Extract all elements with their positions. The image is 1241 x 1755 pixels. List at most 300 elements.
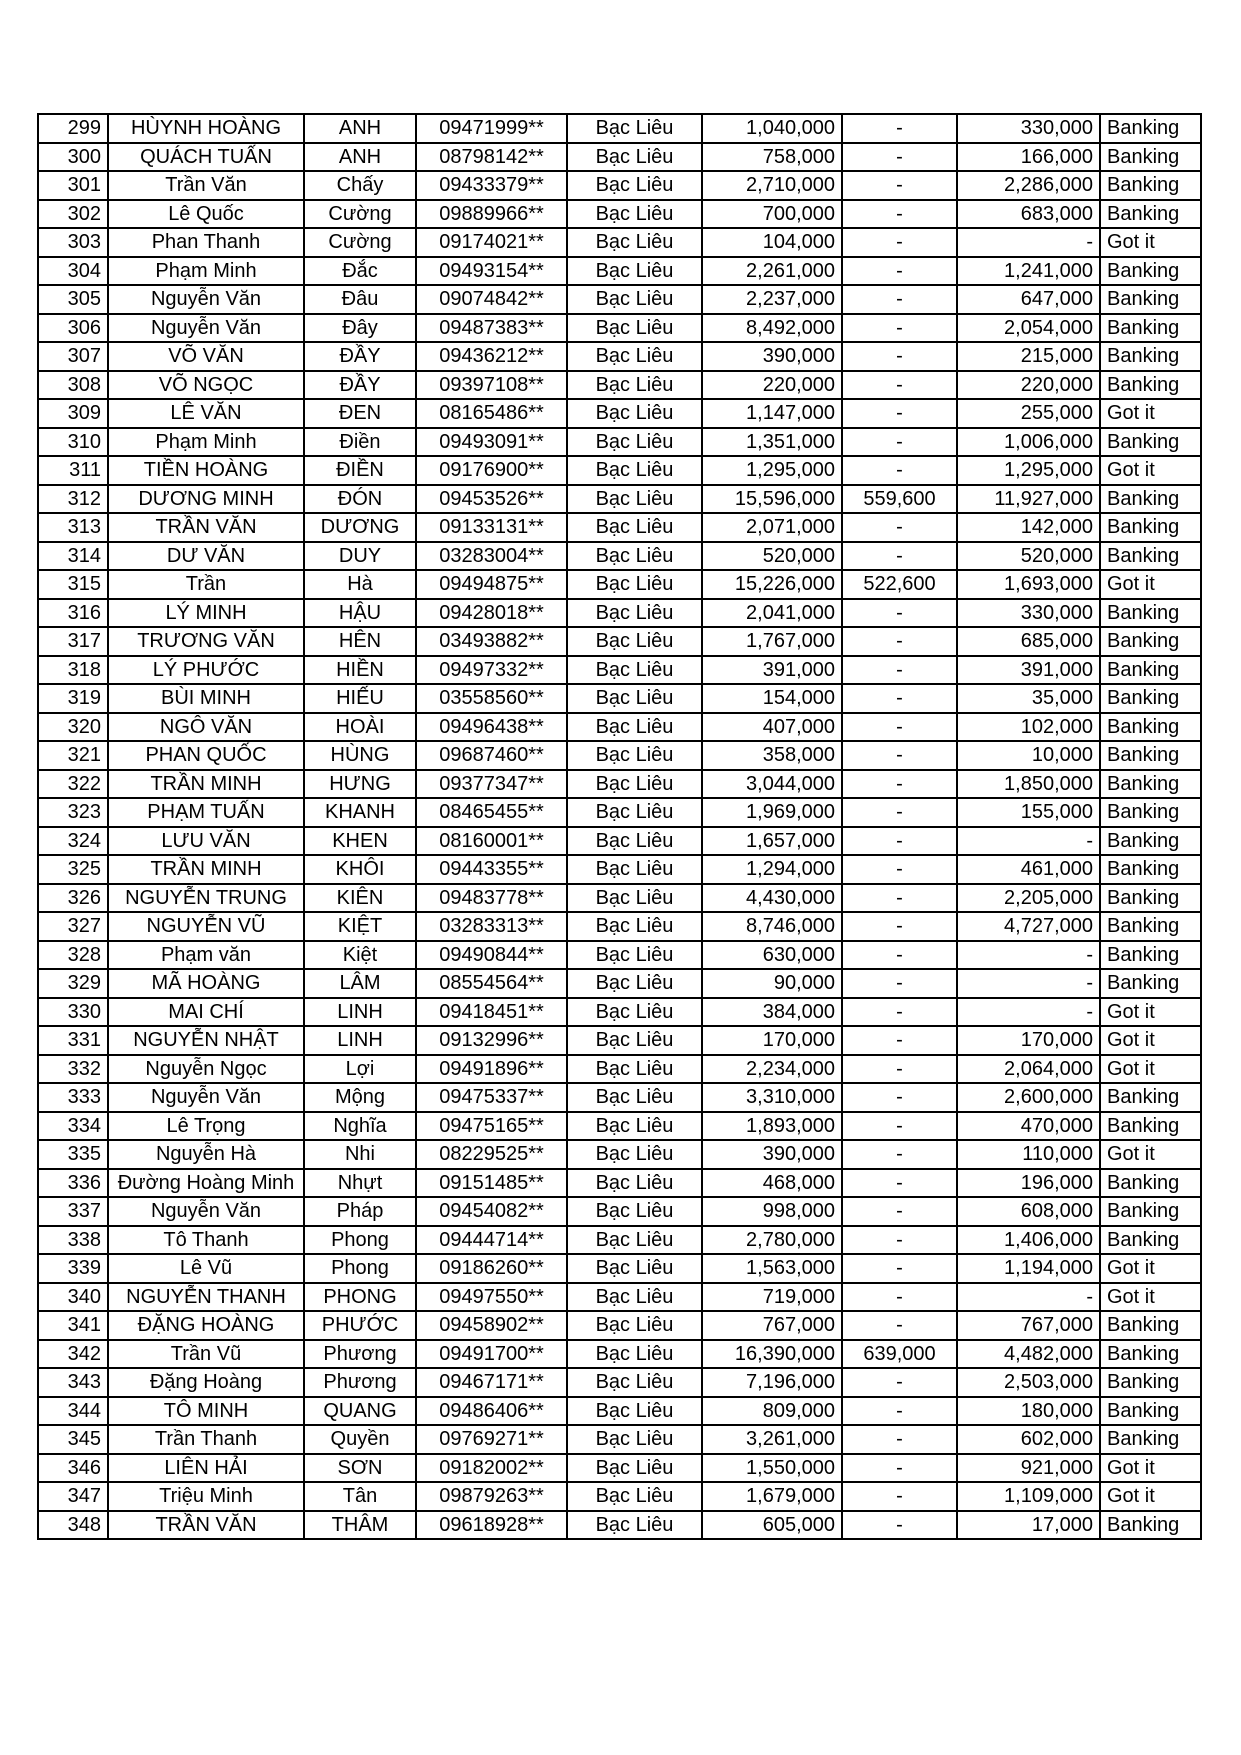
balance-cell: 4,727,000 [957,912,1100,941]
payment-table [37,113,1202,1540]
balance-cell: 215,000 [957,342,1100,371]
province-cell: Bạc Liêu [567,171,702,200]
row-number-cell: 304 [38,257,108,286]
phone-number-cell: 09493091** [416,428,567,457]
payment-method-cell: Got it [1100,1482,1201,1511]
amount-cell: 390,000 [702,342,842,371]
table-row [38,428,1201,457]
row-number-cell: 347 [38,1482,108,1511]
payment-method-cell: Got it [1100,1140,1201,1169]
table-row [38,1511,1201,1540]
province-cell: Bạc Liêu [567,1026,702,1055]
province-cell: Bạc Liêu [567,1482,702,1511]
balance-cell: 180,000 [957,1397,1100,1426]
province-cell: Bạc Liêu [567,969,702,998]
province-cell: Bạc Liêu [567,1055,702,1084]
first-name-cell: ĐẦY [304,342,416,371]
phone-number-cell: 09467171** [416,1368,567,1397]
phone-number-cell: 09486406** [416,1397,567,1426]
last-middle-name-cell: Triệu Minh [108,1482,304,1511]
first-name-cell: Quyền [304,1425,416,1454]
last-middle-name-cell: Trần Thanh [108,1425,304,1454]
first-name-cell: HƯNG [304,770,416,799]
row-number-cell: 343 [38,1368,108,1397]
province-cell: Bạc Liêu [567,1311,702,1340]
phone-number-cell: 09074842** [416,285,567,314]
amount-cell: 1,295,000 [702,456,842,485]
balance-cell: 330,000 [957,599,1100,628]
amount-cell: 4,430,000 [702,884,842,913]
phone-number-cell: 09428018** [416,599,567,628]
balance-cell: 520,000 [957,542,1100,571]
phone-number-cell: 09433379** [416,171,567,200]
first-name-cell: KHEN [304,827,416,856]
first-name-cell: Đắc [304,257,416,286]
province-cell: Bạc Liêu [567,627,702,656]
last-middle-name-cell: Trần Vũ [108,1340,304,1369]
first-name-cell: Hà [304,570,416,599]
row-number-cell: 322 [38,770,108,799]
first-name-cell: Chấy [304,171,416,200]
payment-method-cell: Banking [1100,627,1201,656]
table-row [38,314,1201,343]
deduction-cell: - [842,1482,957,1511]
balance-cell: 683,000 [957,200,1100,229]
payment-method-cell: Banking [1100,1511,1201,1540]
amount-cell: 391,000 [702,656,842,685]
row-number-cell: 316 [38,599,108,628]
phone-number-cell: 09174021** [416,228,567,257]
row-number-cell: 312 [38,485,108,514]
province-cell: Bạc Liêu [567,827,702,856]
balance-cell: 4,482,000 [957,1340,1100,1369]
deduction-cell: - [842,513,957,542]
payment-method-cell: Got it [1100,570,1201,599]
deduction-cell: 559,600 [842,485,957,514]
first-name-cell: Nhi [304,1140,416,1169]
payment-method-cell: Banking [1100,684,1201,713]
phone-number-cell: 09471999** [416,114,567,143]
payment-method-cell: Banking [1100,1425,1201,1454]
balance-cell: 685,000 [957,627,1100,656]
last-middle-name-cell: TRẦN MINH [108,770,304,799]
payment-method-cell: Banking [1100,314,1201,343]
phone-number-cell: 09182002** [416,1454,567,1483]
table-row [38,1397,1201,1426]
last-middle-name-cell: Tô Thanh [108,1226,304,1255]
phone-number-cell: 03558560** [416,684,567,713]
balance-cell: 2,054,000 [957,314,1100,343]
amount-cell: 3,310,000 [702,1083,842,1112]
deduction-cell: - [842,627,957,656]
first-name-cell: Cường [304,200,416,229]
first-name-cell: Mộng [304,1083,416,1112]
table-row [38,542,1201,571]
phone-number-cell: 08229525** [416,1140,567,1169]
deduction-cell: - [842,200,957,229]
first-name-cell: SƠN [304,1454,416,1483]
deduction-cell: - [842,542,957,571]
province-cell: Bạc Liêu [567,371,702,400]
amount-cell: 407,000 [702,713,842,742]
amount-cell: 8,746,000 [702,912,842,941]
payment-method-cell: Banking [1100,513,1201,542]
row-number-cell: 346 [38,1454,108,1483]
payment-method-cell: Banking [1100,1169,1201,1198]
first-name-cell: LÂM [304,969,416,998]
row-number-cell: 326 [38,884,108,913]
last-middle-name-cell: Lê Trọng [108,1112,304,1141]
payment-method-cell: Banking [1100,827,1201,856]
last-middle-name-cell: LƯU VĂN [108,827,304,856]
last-middle-name-cell: MÃ HOÀNG [108,969,304,998]
amount-cell: 220,000 [702,371,842,400]
row-number-cell: 300 [38,143,108,172]
row-number-cell: 323 [38,798,108,827]
table-row [38,969,1201,998]
row-number-cell: 311 [38,456,108,485]
deduction-cell: - [842,114,957,143]
phone-number-cell: 08465455** [416,798,567,827]
deduction-cell: - [842,228,957,257]
row-number-cell: 314 [38,542,108,571]
province-cell: Bạc Liêu [567,1140,702,1169]
balance-cell: - [957,1283,1100,1312]
province-cell: Bạc Liêu [567,1454,702,1483]
payment-method-cell: Banking [1100,1397,1201,1426]
payment-method-cell: Banking [1100,912,1201,941]
amount-cell: 1,969,000 [702,798,842,827]
deduction-cell: - [842,1283,957,1312]
table-row [38,1055,1201,1084]
table-row [38,627,1201,656]
table-row [38,998,1201,1027]
payment-method-cell: Banking [1100,171,1201,200]
province-cell: Bạc Liêu [567,1112,702,1141]
balance-cell: 1,006,000 [957,428,1100,457]
last-middle-name-cell: BÙI MINH [108,684,304,713]
province-cell: Bạc Liêu [567,1226,702,1255]
province-cell: Bạc Liêu [567,456,702,485]
phone-number-cell: 09487383** [416,314,567,343]
deduction-cell: - [842,1368,957,1397]
province-cell: Bạc Liêu [567,1511,702,1540]
deduction-cell: - [842,428,957,457]
balance-cell: 2,286,000 [957,171,1100,200]
table-row [38,941,1201,970]
payment-method-cell: Banking [1100,143,1201,172]
province-cell: Bạc Liêu [567,1368,702,1397]
amount-cell: 15,596,000 [702,485,842,514]
row-number-cell: 332 [38,1055,108,1084]
balance-cell: 608,000 [957,1197,1100,1226]
province-cell: Bạc Liêu [567,1083,702,1112]
payment-method-cell: Banking [1100,770,1201,799]
first-name-cell: LINH [304,998,416,1027]
deduction-cell: - [842,1226,957,1255]
amount-cell: 170,000 [702,1026,842,1055]
payment-method-cell: Banking [1100,713,1201,742]
row-number-cell: 341 [38,1311,108,1340]
payment-method-cell: Banking [1100,1311,1201,1340]
balance-cell: 1,850,000 [957,770,1100,799]
deduction-cell: - [842,285,957,314]
first-name-cell: LINH [304,1026,416,1055]
table-row [38,1197,1201,1226]
last-middle-name-cell: Đường Hoàng Minh [108,1169,304,1198]
row-number-cell: 317 [38,627,108,656]
province-cell: Bạc Liêu [567,428,702,457]
phone-number-cell: 09618928** [416,1511,567,1540]
amount-cell: 2,261,000 [702,257,842,286]
last-middle-name-cell: MAI CHÍ [108,998,304,1027]
first-name-cell: QUANG [304,1397,416,1426]
deduction-cell: - [842,171,957,200]
first-name-cell: Nhựt [304,1169,416,1198]
phone-number-cell: 09493154** [416,257,567,286]
payment-method-cell: Banking [1100,1226,1201,1255]
table-body [38,114,1201,1539]
deduction-cell: - [842,998,957,1027]
amount-cell: 3,044,000 [702,770,842,799]
first-name-cell: KIỆT [304,912,416,941]
first-name-cell: HÙNG [304,741,416,770]
last-middle-name-cell: LIÊN HẢI [108,1454,304,1483]
last-middle-name-cell: TRẦN VĂN [108,513,304,542]
province-cell: Bạc Liêu [567,1254,702,1283]
row-number-cell: 299 [38,114,108,143]
province-cell: Bạc Liêu [567,285,702,314]
amount-cell: 2,234,000 [702,1055,842,1084]
amount-cell: 358,000 [702,741,842,770]
phone-number-cell: 09491896** [416,1055,567,1084]
first-name-cell: HOÀI [304,713,416,742]
payment-method-cell: Banking [1100,741,1201,770]
last-middle-name-cell: ĐẶNG HOÀNG [108,1311,304,1340]
table-row [38,713,1201,742]
row-number-cell: 305 [38,285,108,314]
table-row [38,1311,1201,1340]
first-name-cell: Đây [304,314,416,343]
last-middle-name-cell: Nguyễn Văn [108,1197,304,1226]
phone-number-cell: 09483778** [416,884,567,913]
balance-cell: 110,000 [957,1140,1100,1169]
amount-cell: 390,000 [702,1140,842,1169]
phone-number-cell: 08554564** [416,969,567,998]
province-cell: Bạc Liêu [567,200,702,229]
phone-number-cell: 09497550** [416,1283,567,1312]
payment-method-cell: Got it [1100,1254,1201,1283]
phone-number-cell: 09186260** [416,1254,567,1283]
amount-cell: 630,000 [702,941,842,970]
first-name-cell: PHONG [304,1283,416,1312]
last-middle-name-cell: VÕ VĂN [108,342,304,371]
phone-number-cell: 09443355** [416,855,567,884]
province-cell: Bạc Liêu [567,1197,702,1226]
first-name-cell: ĐÓN [304,485,416,514]
deduction-cell: - [842,399,957,428]
deduction-cell: - [842,1511,957,1540]
balance-cell: 255,000 [957,399,1100,428]
deduction-cell: - [842,684,957,713]
phone-number-cell: 09769271** [416,1425,567,1454]
balance-cell: 142,000 [957,513,1100,542]
first-name-cell: HIỀN [304,656,416,685]
first-name-cell: Đâu [304,285,416,314]
deduction-cell: - [842,371,957,400]
payment-method-cell: Banking [1100,542,1201,571]
deduction-cell: - [842,941,957,970]
payment-method-cell: Banking [1100,1197,1201,1226]
amount-cell: 2,041,000 [702,599,842,628]
last-middle-name-cell: LÊ VĂN [108,399,304,428]
first-name-cell: HÊN [304,627,416,656]
deduction-cell: - [842,1454,957,1483]
payment-method-cell: Banking [1100,342,1201,371]
last-middle-name-cell: Đặng Hoàng [108,1368,304,1397]
phone-number-cell: 09151485** [416,1169,567,1198]
deduction-cell: - [842,1311,957,1340]
table-row [38,570,1201,599]
deduction-cell: - [842,257,957,286]
balance-cell: 2,064,000 [957,1055,1100,1084]
amount-cell: 1,767,000 [702,627,842,656]
last-middle-name-cell: Nguyễn Ngọc [108,1055,304,1084]
table-row [38,684,1201,713]
row-number-cell: 306 [38,314,108,343]
province-cell: Bạc Liêu [567,713,702,742]
last-middle-name-cell: TÔ MINH [108,1397,304,1426]
row-number-cell: 315 [38,570,108,599]
amount-cell: 1,040,000 [702,114,842,143]
last-middle-name-cell: VÕ NGỌC [108,371,304,400]
table-row [38,1140,1201,1169]
province-cell: Bạc Liêu [567,314,702,343]
amount-cell: 1,351,000 [702,428,842,457]
row-number-cell: 340 [38,1283,108,1312]
province-cell: Bạc Liêu [567,941,702,970]
first-name-cell: ĐIỀN [304,456,416,485]
deduction-cell: - [842,656,957,685]
table-row [38,171,1201,200]
last-middle-name-cell: Nguyễn Văn [108,1083,304,1112]
payment-method-cell: Banking [1100,114,1201,143]
payment-method-cell: Banking [1100,1340,1201,1369]
row-number-cell: 338 [38,1226,108,1255]
amount-cell: 1,147,000 [702,399,842,428]
payment-method-cell: Got it [1100,456,1201,485]
phone-number-cell: 03493882** [416,627,567,656]
deduction-cell: - [842,314,957,343]
phone-number-cell: 08165486** [416,399,567,428]
first-name-cell: Cường [304,228,416,257]
payment-method-cell: Banking [1100,941,1201,970]
amount-cell: 8,492,000 [702,314,842,343]
amount-cell: 104,000 [702,228,842,257]
first-name-cell: Điền [304,428,416,457]
payment-method-cell: Banking [1100,855,1201,884]
amount-cell: 719,000 [702,1283,842,1312]
table-row [38,1254,1201,1283]
last-middle-name-cell: Phạm văn [108,941,304,970]
balance-cell: 102,000 [957,713,1100,742]
row-number-cell: 339 [38,1254,108,1283]
balance-cell: 17,000 [957,1511,1100,1540]
first-name-cell: ĐẦY [304,371,416,400]
province-cell: Bạc Liêu [567,1397,702,1426]
phone-number-cell: 09687460** [416,741,567,770]
deduction-cell: - [842,143,957,172]
province-cell: Bạc Liêu [567,513,702,542]
deduction-cell: - [842,1425,957,1454]
amount-cell: 90,000 [702,969,842,998]
payment-method-cell: Banking [1100,485,1201,514]
last-middle-name-cell: PHẠM TUẤN [108,798,304,827]
balance-cell: 2,503,000 [957,1368,1100,1397]
payment-method-cell: Banking [1100,599,1201,628]
table-row [38,1283,1201,1312]
last-middle-name-cell: TRẦN VĂN [108,1511,304,1540]
row-number-cell: 336 [38,1169,108,1198]
balance-cell: 1,295,000 [957,456,1100,485]
phone-number-cell: 09397108** [416,371,567,400]
balance-cell: 602,000 [957,1425,1100,1454]
deduction-cell: - [842,456,957,485]
row-number-cell: 302 [38,200,108,229]
row-number-cell: 301 [38,171,108,200]
row-number-cell: 303 [38,228,108,257]
amount-cell: 2,780,000 [702,1226,842,1255]
amount-cell: 1,893,000 [702,1112,842,1141]
table-row [38,1368,1201,1397]
deduction-cell: - [842,855,957,884]
province-cell: Bạc Liêu [567,1425,702,1454]
province-cell: Bạc Liêu [567,257,702,286]
payment-method-cell: Got it [1100,1055,1201,1084]
row-number-cell: 313 [38,513,108,542]
row-number-cell: 348 [38,1511,108,1540]
last-middle-name-cell: Phan Thanh [108,228,304,257]
deduction-cell: - [842,770,957,799]
last-middle-name-cell: TIỀN HOÀNG [108,456,304,485]
phone-number-cell: 09889966** [416,200,567,229]
table-row [38,770,1201,799]
phone-number-cell: 09879263** [416,1482,567,1511]
first-name-cell: Kiệt [304,941,416,970]
last-middle-name-cell: HÙYNH HOÀNG [108,114,304,143]
amount-cell: 154,000 [702,684,842,713]
first-name-cell: Phong [304,1226,416,1255]
table-row [38,1112,1201,1141]
first-name-cell: Phong [304,1254,416,1283]
amount-cell: 2,071,000 [702,513,842,542]
first-name-cell: KHANH [304,798,416,827]
row-number-cell: 342 [38,1340,108,1369]
phone-number-cell: 09176900** [416,456,567,485]
table-row [38,1083,1201,1112]
first-name-cell: Pháp [304,1197,416,1226]
table-row [38,456,1201,485]
table-row [38,371,1201,400]
amount-cell: 520,000 [702,542,842,571]
deduction-cell: 639,000 [842,1340,957,1369]
province-cell: Bạc Liêu [567,656,702,685]
province-cell: Bạc Liêu [567,912,702,941]
table-row [38,884,1201,913]
first-name-cell: ĐEN [304,399,416,428]
table-row [38,1425,1201,1454]
row-number-cell: 310 [38,428,108,457]
